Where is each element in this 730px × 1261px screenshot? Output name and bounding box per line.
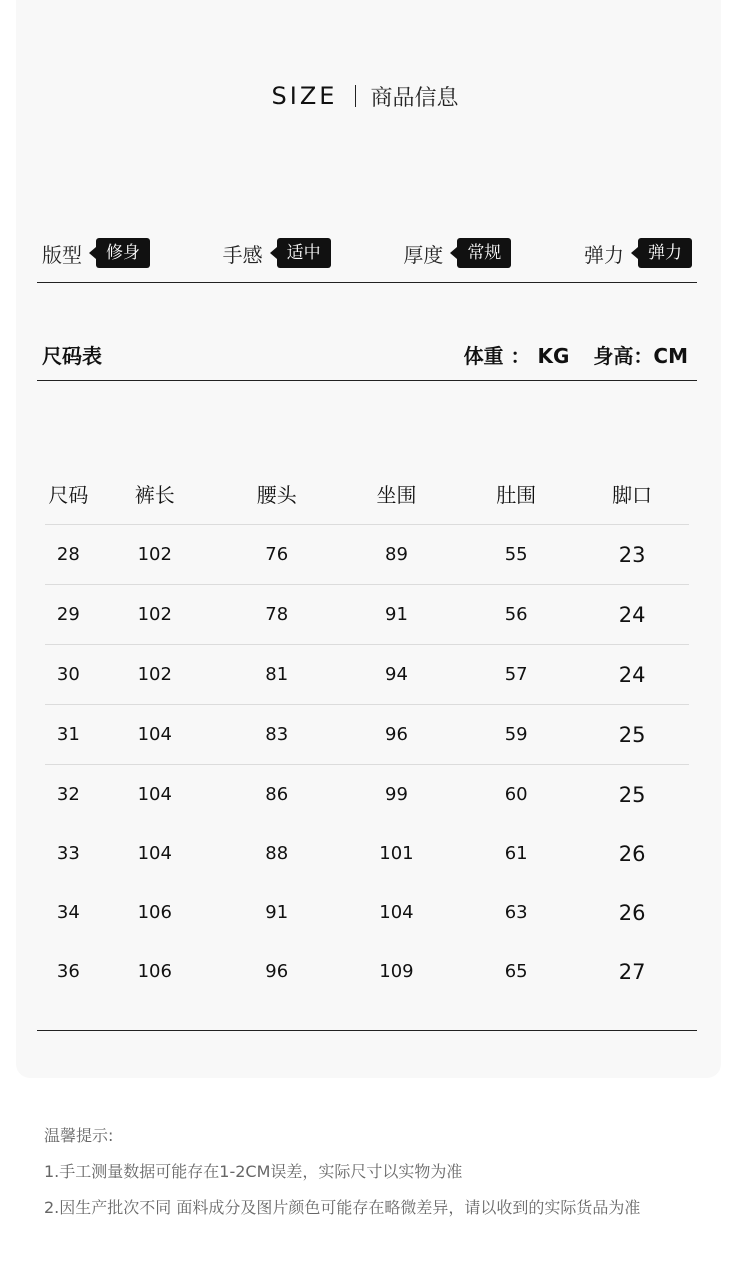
table-cell: 34 xyxy=(56,902,80,923)
unit-info xyxy=(464,340,688,369)
attribute-tag: 弹力 xyxy=(638,238,692,268)
table-cell: 102 xyxy=(92,525,218,585)
table-cell: 26 xyxy=(618,841,646,866)
column-header: 脚口 xyxy=(575,462,689,525)
table-cell: 96 xyxy=(265,961,289,982)
table-cell: 26 xyxy=(618,900,646,925)
title-divider xyxy=(355,85,356,107)
table-cell: 102 xyxy=(92,585,218,645)
table-cell: 30 xyxy=(45,645,92,705)
table-cell: 28 xyxy=(45,525,92,585)
column-header: 肚围 xyxy=(457,462,575,525)
table-cell: 94 xyxy=(336,645,458,705)
attribute-label: 厚度 xyxy=(403,242,444,267)
table-row xyxy=(45,824,689,883)
table-cell: 99 xyxy=(385,784,408,805)
table-cell: 33 xyxy=(56,843,80,864)
attribute-fit xyxy=(42,238,150,268)
attribute-tag: 适中 xyxy=(277,238,331,268)
divider xyxy=(37,282,697,283)
table-cell: 102 xyxy=(92,645,218,705)
table-cell: 83 xyxy=(218,705,336,765)
table-row xyxy=(45,585,689,645)
attribute-tag: 修身 xyxy=(96,238,150,268)
table-cell: 91 xyxy=(336,585,458,645)
table-cell: 32 xyxy=(56,784,80,805)
divider xyxy=(37,380,697,381)
weight-unit: 体重 ： KG xyxy=(463,343,570,368)
tips-line: 1.手工测量数据可能存在1-2CM误差，实际尺寸以实物为准 xyxy=(44,1162,463,1181)
table-cell: 101 xyxy=(379,843,414,864)
title-chinese: 商品信息 xyxy=(370,85,459,111)
attribute-label: 弹力 xyxy=(583,242,624,267)
column-header: 裤长 xyxy=(92,462,218,525)
table-cell: 104 xyxy=(379,902,414,923)
title-english: SIZE xyxy=(271,82,338,110)
table-row xyxy=(45,942,689,1001)
table-cell: 91 xyxy=(265,902,289,923)
attribute-label: 手感 xyxy=(222,242,263,267)
table-cell: 78 xyxy=(218,585,336,645)
table-cell: 81 xyxy=(218,645,336,705)
table-cell: 109 xyxy=(379,961,414,982)
table-cell: 25 xyxy=(618,782,646,807)
column-header: 坐围 xyxy=(336,462,458,525)
table-header-row xyxy=(45,462,689,525)
table-cell: 31 xyxy=(45,705,92,765)
tips-line: 2.因生产批次不同 面料成分及图片颜色可能存在略微差异，请以收到的实际货品为准 xyxy=(44,1198,641,1217)
table-cell: 88 xyxy=(265,843,289,864)
attribute-thickness xyxy=(403,238,511,268)
table-row xyxy=(45,705,689,765)
table-cell: 86 xyxy=(265,784,289,805)
column-header: 尺码 xyxy=(45,462,92,525)
size-chart-title: 尺码表 xyxy=(42,343,102,368)
table-cell: 106 xyxy=(137,902,172,923)
attribute-label: 版型 xyxy=(42,242,82,267)
table-cell: 24 xyxy=(575,645,689,705)
tips-section xyxy=(44,1124,714,1232)
table-row xyxy=(45,525,689,585)
table-cell: 56 xyxy=(457,585,575,645)
table-cell: 65 xyxy=(504,961,528,982)
table-cell: 106 xyxy=(137,961,172,982)
column-header: 腰头 xyxy=(218,462,336,525)
attribute-stretch xyxy=(584,238,692,268)
attribute-row xyxy=(42,236,692,270)
attribute-feel xyxy=(223,238,331,268)
height-unit: 身高：CM xyxy=(593,343,688,368)
divider xyxy=(37,1030,697,1031)
table-cell: 104 xyxy=(137,784,172,805)
table-cell: 104 xyxy=(137,843,172,864)
table-cell: 55 xyxy=(457,525,575,585)
table-cell: 57 xyxy=(457,645,575,705)
table-cell: 23 xyxy=(575,525,689,585)
size-chart-header xyxy=(42,338,688,370)
table-cell: 76 xyxy=(218,525,336,585)
table-cell: 36 xyxy=(56,961,80,982)
table-cell: 63 xyxy=(504,902,528,923)
table-row xyxy=(45,645,689,705)
table-cell: 25 xyxy=(575,705,689,765)
attribute-tag: 常规 xyxy=(457,238,511,268)
table-cell: 27 xyxy=(618,959,646,984)
table-cell: 89 xyxy=(336,525,458,585)
table-cell: 59 xyxy=(457,705,575,765)
table-cell: 24 xyxy=(575,585,689,645)
table-cell: 96 xyxy=(336,705,458,765)
table-cell: 29 xyxy=(45,585,92,645)
tips-heading: 温馨提示: xyxy=(44,1126,114,1145)
size-table xyxy=(45,462,689,1001)
table-cell: 61 xyxy=(504,843,528,864)
table-cell: 60 xyxy=(504,784,528,805)
table-cell: 104 xyxy=(92,705,218,765)
table-row xyxy=(45,765,689,825)
page-title xyxy=(0,78,730,114)
table-row xyxy=(45,883,689,942)
